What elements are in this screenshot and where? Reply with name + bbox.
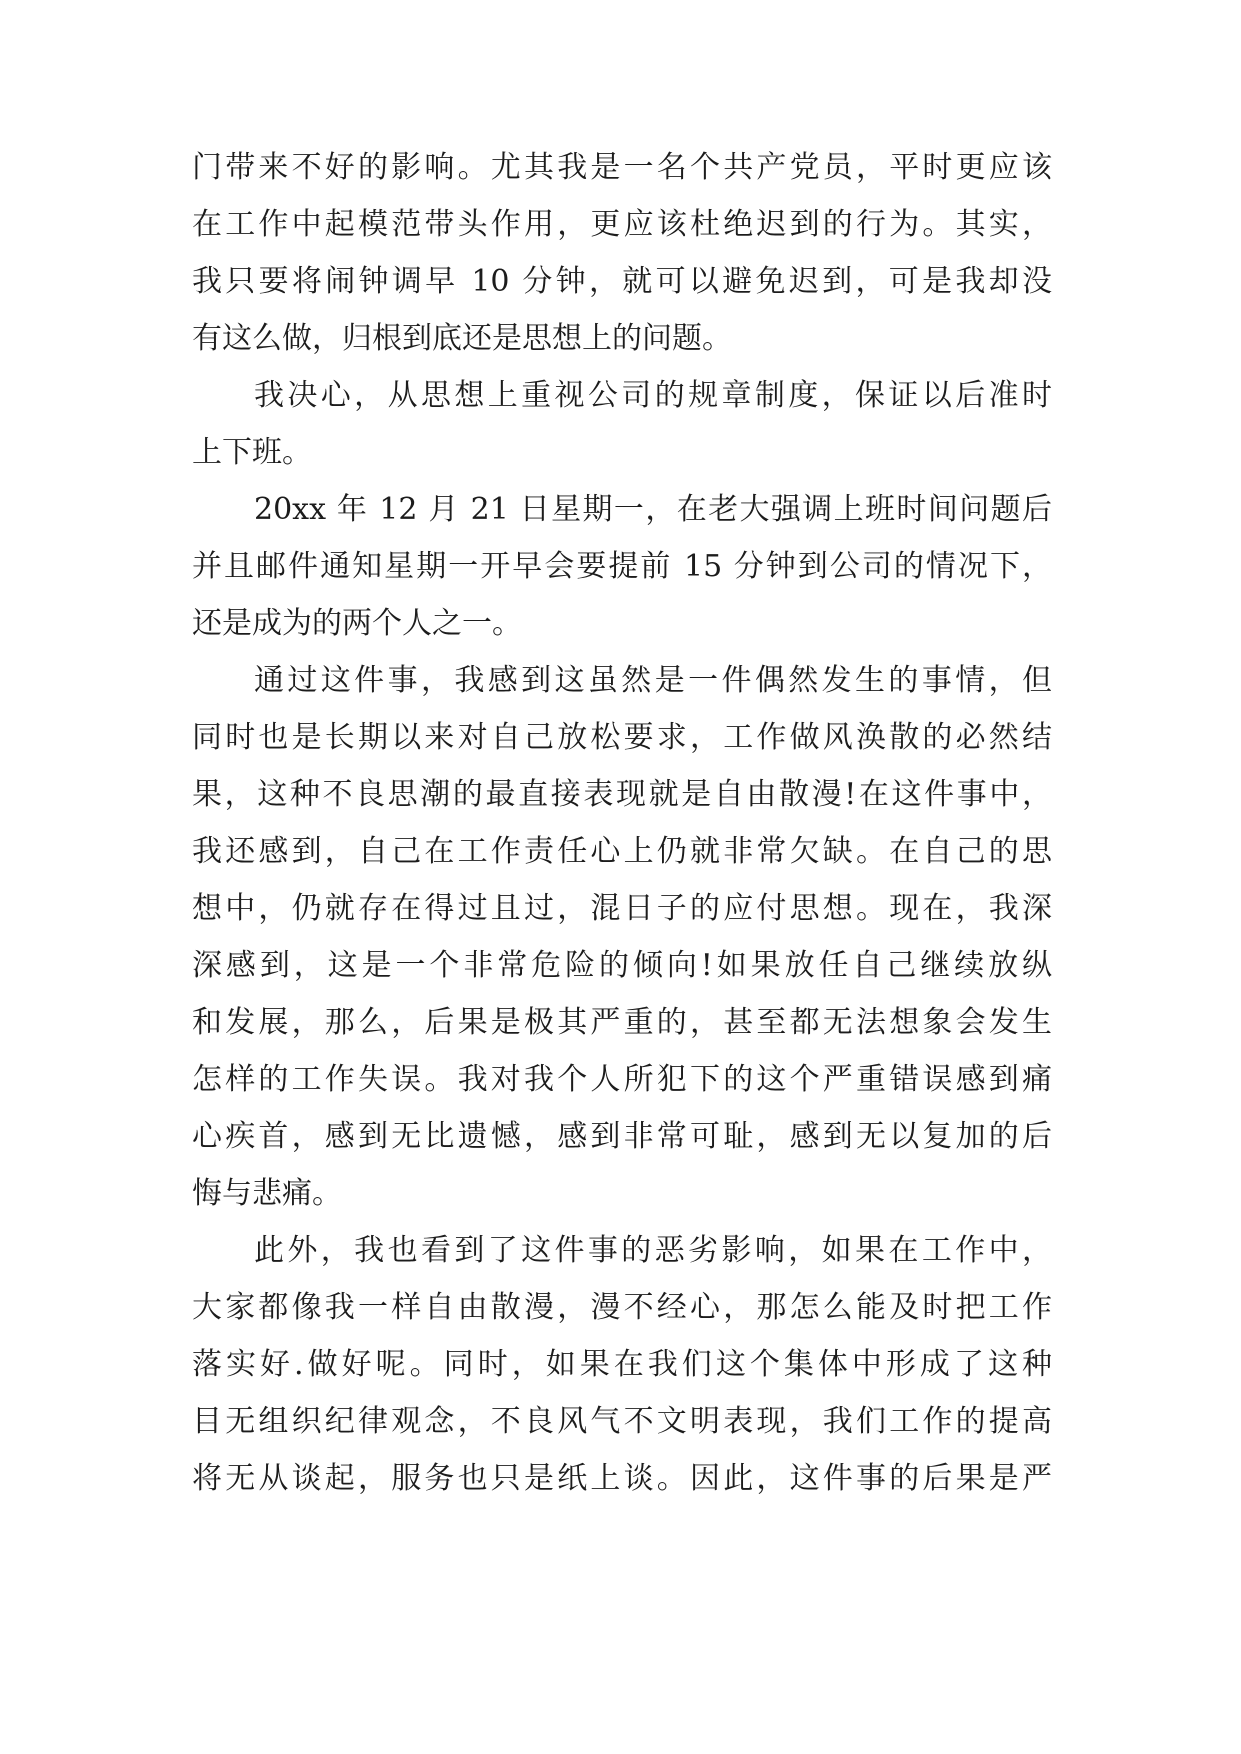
text-line: 有这么做，归根到底还是思想上的问题。 [192,321,732,356]
text-line: 心疾首，感到无比遗憾，感到非常可耻，感到无以复加的后 [192,1119,1052,1154]
text-line: 同时也是长期以来对自己放松要求，工作做风涣散的必然结 [192,720,1052,755]
text-line: 门带来不好的影响。尤其我是一名个共产党员，平时更应该 [192,150,1052,185]
text-line: 我只要将闹钟调早 10 分钟，就可以避免迟到，可是我却没 [192,264,1052,299]
text-line: 还是成为的两个人之一。 [192,606,522,641]
text-line: 将无从谈起，服务也只是纸上谈。因此，这件事的后果是严 [192,1461,1052,1496]
text-line: 怎样的工作失误。我对我个人所犯下的这个严重错误感到痛 [192,1062,1052,1097]
text-line: 和发展，那么，后果是极其严重的，甚至都无法想象会发生 [192,1005,1052,1040]
text-line: 大家都像我一样自由散漫，漫不经心，那怎么能及时把工作 [192,1290,1052,1325]
text-line: 悔与悲痛。 [192,1176,342,1211]
text-line: 通过这件事，我感到这虽然是一件偶然发生的事情，但 [254,663,1052,698]
text-line: 20xx 年 12 月 21 日星期一，在老大强调上班时间问题后 [254,492,1052,527]
text-line: 并且邮件通知星期一开早会要提前 15 分钟到公司的情况下， [192,549,1052,584]
text-line: 落实好.做好呢。同时，如果在我们这个集体中形成了这种 [192,1347,1052,1382]
text-line: 果，这种不良思潮的最直接表现就是自由散漫!在这件事中， [192,777,1052,812]
text-line: 在工作中起模范带头作用，更应该杜绝迟到的行为。其实， [192,207,1052,242]
text-line: 上下班。 [192,435,312,470]
text-line: 目无组织纪律观念，不良风气不文明表现，我们工作的提高 [192,1404,1052,1439]
text-line: 想中，仍就存在得过且过，混日子的应付思想。现在，我深 [192,891,1052,926]
text-line: 此外，我也看到了这件事的恶劣影响，如果在工作中， [254,1233,1052,1268]
text-line: 我还感到，自己在工作责任心上仍就非常欠缺。在自己的思 [192,834,1052,869]
text-line: 深感到，这是一个非常危险的倾向!如果放任自己继续放纵 [192,948,1052,983]
text-line: 我决心，从思想上重视公司的规章制度，保证以后准时 [254,378,1052,413]
